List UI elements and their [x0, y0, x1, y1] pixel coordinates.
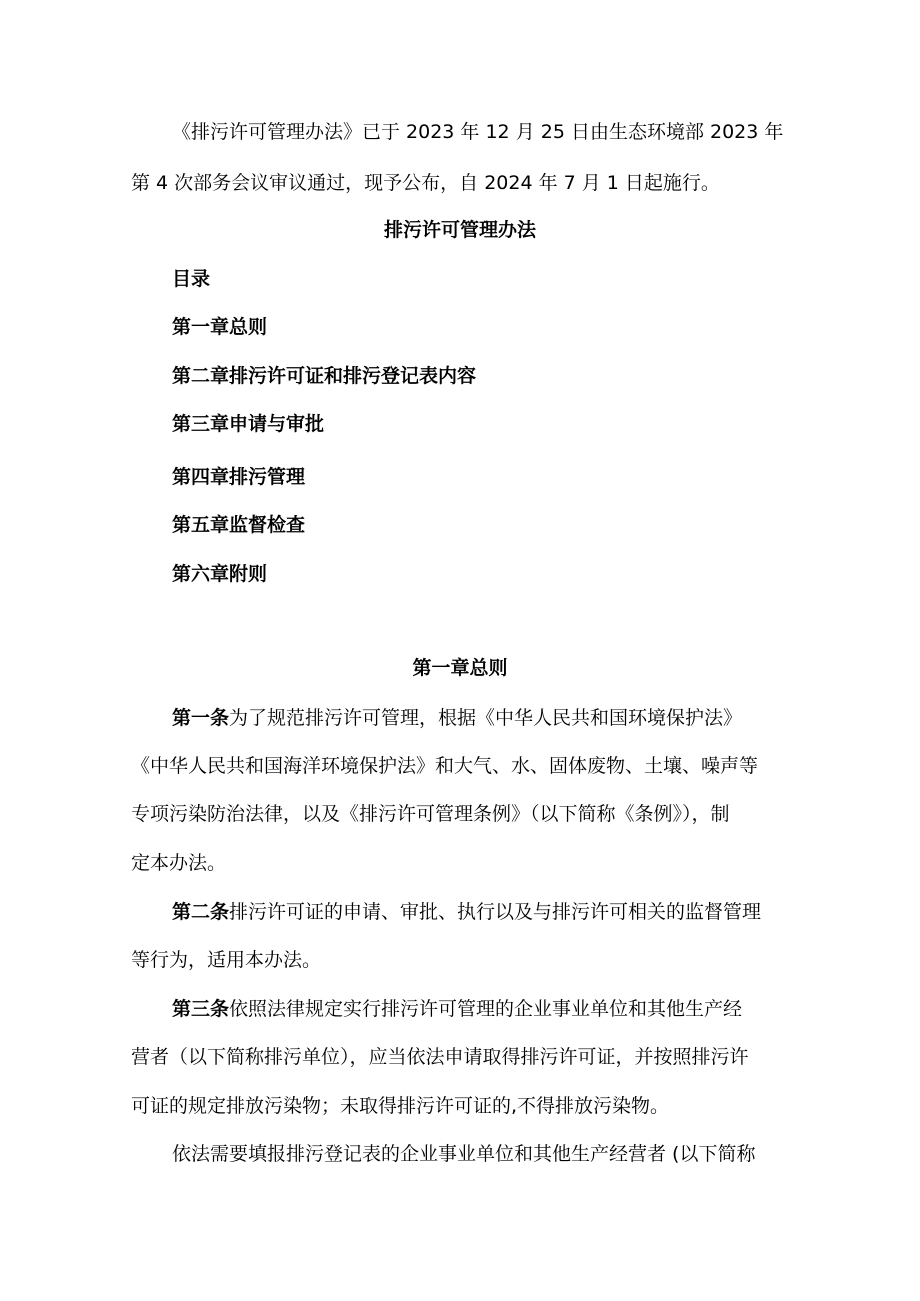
toc-item-chapter-2: 第二章排污许可证和排污登记表内容: [172, 365, 477, 387]
article-1-line-2: 《中华人民共和国海洋环境保护法》和大气、水、固体废物、土壤、噪声等: [131, 755, 759, 777]
toc-item-chapter-1: 第一章总则: [172, 316, 268, 338]
article-1-line-3: 专项污染防治法律，以及《排污许可管理条例》（以下简称《条例》），制: [131, 803, 730, 825]
toc-item-chapter-3: 第三章申请与审批: [172, 413, 325, 435]
toc-item-chapter-4: 第四章排污管理: [172, 466, 306, 488]
document-title: 排污许可管理办法: [383, 219, 536, 241]
intro-line-2: 第 4 次部务会议审议通过，现予公布，自 2024 年 7 月 1 日起施行。: [131, 172, 720, 194]
paragraph-4-line-1: 依法需要填报排污登记表的企业事业单位和其他生产经营者 (以下简称: [172, 1143, 756, 1165]
toc-heading: 目录: [172, 268, 211, 290]
chapter-1-title: 第一章总则: [412, 657, 508, 679]
toc-item-chapter-5: 第五章监督检查: [172, 514, 306, 536]
article-1-label: 第一条: [172, 707, 230, 729]
article-3-label: 第三条: [172, 998, 230, 1020]
article-2-line-2: 等行为，适用本办法。: [131, 949, 322, 971]
intro-line-1: 《排污许可管理办法》已于 2023 年 12 月 25 日由生态环境部 2023 年: [172, 121, 784, 143]
article-1-text-1: 为了规范排污许可管理，根据《中华人民共和国环境保护法》: [229, 707, 743, 729]
toc-item-chapter-6: 第六章附则: [172, 563, 268, 585]
article-3-line-3: 可证的规定排放污染物；未取得排污许可证的,不得排放污染物。: [131, 1095, 670, 1117]
article-3-line-1: [172, 997, 742, 1021]
article-1-line-4: 定本办法。: [131, 852, 227, 874]
article-1-line-1: [172, 706, 742, 730]
article-3-text-1: 依照法律规定实行排污许可管理的企业事业单位和其他生产经: [229, 998, 743, 1020]
article-3-line-2: 营者（以下简称排污单位），应当依法申请取得排污许可证，并按照排污许: [131, 1046, 749, 1068]
article-2-text-1: 排污许可证的申请、审批、执行以及与排污许可相关的监督管理: [229, 901, 762, 923]
article-2-label: 第二条: [172, 901, 230, 923]
article-2-line-1: [172, 900, 761, 924]
